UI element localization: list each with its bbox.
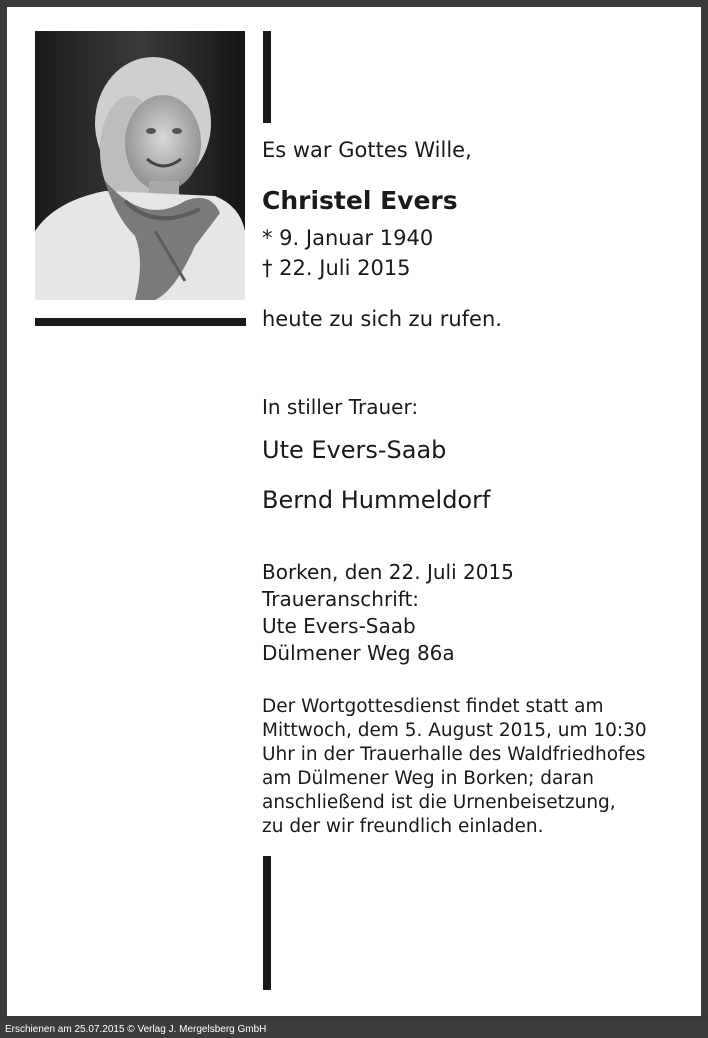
service-line: am Dülmener Weg in Borken; daran (262, 768, 594, 789)
place-date: Borken, den 22. Juli 2015 (262, 560, 514, 584)
mourner-name: Bernd Hummeldorf (262, 486, 491, 514)
service-line: Uhr in der Trauerhalle des Waldfriedhofes (262, 744, 646, 765)
publication-footer: Erschienen am 25.07.2015 © Verlag J. Mergelsberg GmbH (0, 1022, 708, 1038)
photo-divider-bar (35, 318, 246, 326)
address-name: Ute Evers-Saab (262, 614, 416, 638)
outro-text: heute zu sich zu rufen. (262, 307, 502, 331)
mourner-name: Ute Evers-Saab (262, 436, 447, 464)
death-date: † 22. Juli 2015 (262, 256, 411, 280)
address-street: Dülmener Weg 86a (262, 641, 455, 665)
deceased-name: Christel Evers (262, 186, 458, 215)
address-label: Traueranschrift: (262, 587, 420, 611)
intro-text: Es war Gottes Wille, (262, 138, 472, 162)
service-line: zu der wir freundlich einladen. (262, 816, 544, 837)
portrait-illustration (35, 31, 245, 300)
mourning-label: In stiller Trauer: (262, 395, 419, 419)
service-line: Mittwoch, dem 5. August 2015, um 10:30 (262, 720, 647, 741)
service-line: anschließend ist die Urnenbeisetzung, (262, 792, 616, 813)
portrait-photo (35, 31, 245, 300)
service-line: Der Wortgottesdienst findet statt am (262, 696, 604, 717)
birth-date: * 9. Januar 1940 (262, 226, 434, 250)
top-vertical-bar (263, 31, 271, 123)
bottom-vertical-bar (263, 856, 271, 990)
